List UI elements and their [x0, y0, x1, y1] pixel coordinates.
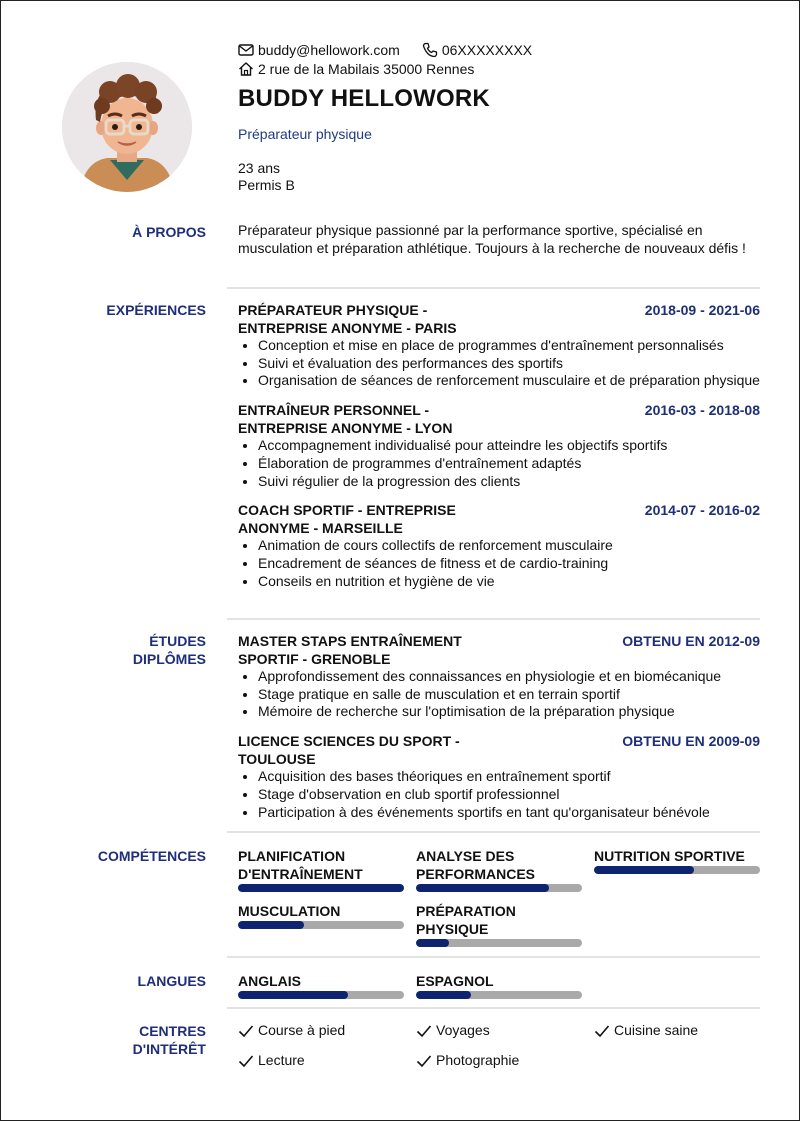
- interest-item: [238, 1052, 305, 1070]
- education-title: [238, 732, 478, 768]
- education-label: [26, 632, 206, 668]
- education-bullet: • Stage pratique en salle de musculation et en terrain sportif: [258, 686, 760, 704]
- skill-level-bar: [594, 866, 760, 874]
- experience-date: 2014-07 - 2016-02: [644, 502, 760, 519]
- language-level-bar: [238, 991, 404, 999]
- skill-item: [416, 902, 582, 947]
- education-title-line: MASTER STAPS ENTRAÎNEMENT: [238, 633, 462, 649]
- skill-name-line: MUSCULATION: [238, 903, 341, 919]
- skill-name-line: PHYSIQUE: [416, 921, 489, 937]
- about-text: Préparateur physique passionné par la performance sportive, spécialisé en musculation et préparation athlétique. Toujours à la recherche de nouveaux défis !: [238, 222, 746, 256]
- experience-title-line: ENTREPRISE ANONYME - LYON: [238, 420, 453, 437]
- interests-label: [26, 1022, 206, 1058]
- education-entry: [238, 632, 760, 721]
- experience-bullet: • Encadrement de séances de fitness et de cardio-training: [258, 555, 760, 573]
- skill-level-bar: [416, 884, 582, 892]
- skill-item: [238, 902, 404, 929]
- experiences-label: EXPÉRIENCES: [106, 302, 206, 318]
- experience-title: [238, 301, 478, 337]
- skill-level-fill: [238, 921, 304, 929]
- skill-name: [238, 847, 404, 883]
- experience-title: [238, 401, 478, 437]
- interest-text: Voyages: [436, 1022, 490, 1038]
- contact-row-1: [238, 42, 532, 58]
- license-text: Permis B: [238, 177, 295, 193]
- language-name: ANGLAIS: [238, 973, 301, 989]
- education-bullet: • Mémoire de recherche sur l'optimisation de la préparation physique: [258, 703, 760, 721]
- section-divider: [227, 1007, 760, 1009]
- home-icon: [238, 61, 254, 77]
- language-level-fill: [238, 991, 348, 999]
- address-text: 2 rue de la Mabilais 35000 Rennes: [258, 61, 475, 77]
- language-item: [416, 972, 582, 999]
- contact-row-2: [238, 61, 474, 77]
- skill-item: [238, 847, 404, 892]
- job-title: Préparateur physique: [238, 126, 372, 142]
- experience-bullet: • Conception et mise en place de programmes d'entraînement personnalisés: [258, 337, 760, 355]
- interest-text: Photographie: [436, 1052, 520, 1068]
- about-label: À PROPOS: [132, 224, 206, 240]
- section-divider: [227, 618, 760, 620]
- education-title-line: TOULOUSE: [238, 751, 316, 768]
- experience-title: [238, 501, 478, 537]
- experience-bullet: • Accompagnement individualisé pour atteindre les objectifs sportifs: [258, 437, 760, 455]
- interest-item: [416, 1022, 490, 1040]
- experience-date: 2016-03 - 2018-08: [644, 402, 760, 419]
- skill-name: [238, 902, 404, 920]
- skill-name-line: NUTRITION SPORTIVE: [594, 848, 745, 864]
- skill-name: [416, 902, 582, 938]
- check-icon: [238, 1023, 254, 1039]
- skills-label: COMPÉTENCES: [97, 848, 206, 864]
- check-icon: [594, 1023, 610, 1039]
- skill-level-fill: [594, 866, 694, 874]
- interest-item: [238, 1022, 345, 1040]
- skills-grid: [238, 847, 760, 947]
- skill-name-line: PERFORMANCES: [416, 866, 536, 882]
- interests-grid: [238, 1022, 760, 1082]
- education-title-line: LICENCE SCIENCES DU SPORT -: [238, 733, 460, 750]
- interest-item: [594, 1022, 698, 1040]
- language-name: ESPAGNOL: [416, 973, 494, 989]
- skill-level-bar: [238, 884, 404, 892]
- avatar-illustration: [62, 62, 192, 192]
- education-title: [238, 632, 478, 668]
- education-date: OBTENU EN 2009-09: [622, 733, 760, 750]
- skill-item: [416, 847, 582, 892]
- education-date: OBTENU EN 2012-09: [622, 633, 760, 649]
- experience-title-line: ENTREPRISE ANONYME - PARIS: [238, 320, 457, 336]
- section-divider: [227, 956, 760, 958]
- education-list: [238, 632, 760, 821]
- language-item: [238, 972, 404, 999]
- experience-title-line: ENTRAÎNEUR PERSONNEL -: [238, 402, 430, 419]
- experience-date: 2018-09 - 2021-06: [644, 302, 760, 318]
- candidate-name: BUDDY HELLOWORK: [238, 85, 490, 112]
- experience-entry: [238, 301, 760, 390]
- email-text: buddy@hellowork.com: [258, 42, 400, 58]
- education-label-line: DIPLÔMES: [132, 651, 206, 667]
- education-bullet: • Stage d'observation en club sportif professionnel: [258, 786, 760, 804]
- languages-label: LANGUES: [137, 973, 206, 989]
- check-icon: [416, 1053, 432, 1069]
- experience-title-line: COACH SPORTIF - ENTREPRISE: [238, 502, 456, 519]
- age-text: 23 ans: [238, 160, 281, 176]
- experience-bullet: • Élaboration de programmes d'entraînement adaptés: [258, 455, 760, 473]
- profile-photo: [62, 62, 192, 192]
- education-label-line: ÉTUDES: [149, 633, 206, 649]
- interests-label-line: D'INTÉRÊT: [132, 1041, 206, 1057]
- experience-bullet: • Suivi régulier de la progression des clients: [258, 473, 760, 491]
- skill-name: [416, 847, 582, 883]
- skill-level-bar: [416, 939, 582, 947]
- skill-name-line: PRÉPARATION: [416, 903, 516, 919]
- experience-bullet: • Conseils en nutrition et hygiène de vie: [258, 573, 760, 591]
- interests-label-line: CENTRES: [139, 1023, 206, 1039]
- skill-name-line: D'ENTRAÎNEMENT: [238, 866, 363, 882]
- education-bullet: • Approfondissement des connaissances en physiologie et en biomécanique: [258, 668, 760, 686]
- skill-level-fill: [238, 884, 404, 892]
- section-divider: [227, 287, 760, 289]
- section-divider: [227, 831, 760, 833]
- phone-text: 06XXXXXXXX: [441, 42, 533, 58]
- experience-entry: [238, 401, 760, 490]
- language-level-fill: [416, 991, 471, 999]
- check-icon: [238, 1053, 254, 1069]
- resume-header: [1, 1, 799, 211]
- skill-level-bar: [238, 921, 404, 929]
- education-entry: [238, 732, 760, 821]
- interest-text: Lecture: [258, 1052, 305, 1068]
- experience-title-line: ANONYME - MARSEILLE: [238, 520, 403, 537]
- skill-name-line: PLANIFICATION: [238, 848, 346, 864]
- skill-name-line: ANALYSE DES: [416, 848, 515, 864]
- skill-level-fill: [416, 939, 449, 947]
- education-bullet: • Participation à des événements sportifs en tant qu'organisateur bénévole: [258, 804, 760, 822]
- interest-text: Cuisine saine: [614, 1022, 699, 1038]
- languages-grid: [238, 972, 760, 1002]
- experience-title-line: PRÉPARATEUR PHYSIQUE -: [238, 302, 428, 318]
- education-bullet: • Acquisition des bases théoriques en entraînement sportif: [258, 768, 760, 786]
- check-icon: [416, 1023, 432, 1039]
- interest-text: Course à pied: [258, 1022, 346, 1038]
- skill-item: [594, 847, 760, 874]
- experience-bullet: • Organisation de séances de renforcement musculaire et de préparation physique: [258, 372, 760, 390]
- phone-icon: [422, 42, 438, 58]
- skill-name: [594, 847, 760, 865]
- interest-item: [416, 1052, 519, 1070]
- experiences-list: [238, 301, 760, 590]
- education-title-line: SPORTIF - GRENOBLE: [238, 651, 391, 667]
- experience-bullet: • Suivi et évaluation des performances des sportifs: [258, 355, 760, 373]
- skill-level-fill: [416, 884, 549, 892]
- language-level-bar: [416, 991, 582, 999]
- experience-entry: [238, 501, 760, 590]
- experience-bullet: • Animation de cours collectifs de renforcement musculaire: [258, 537, 760, 555]
- envelope-icon: [238, 42, 254, 58]
